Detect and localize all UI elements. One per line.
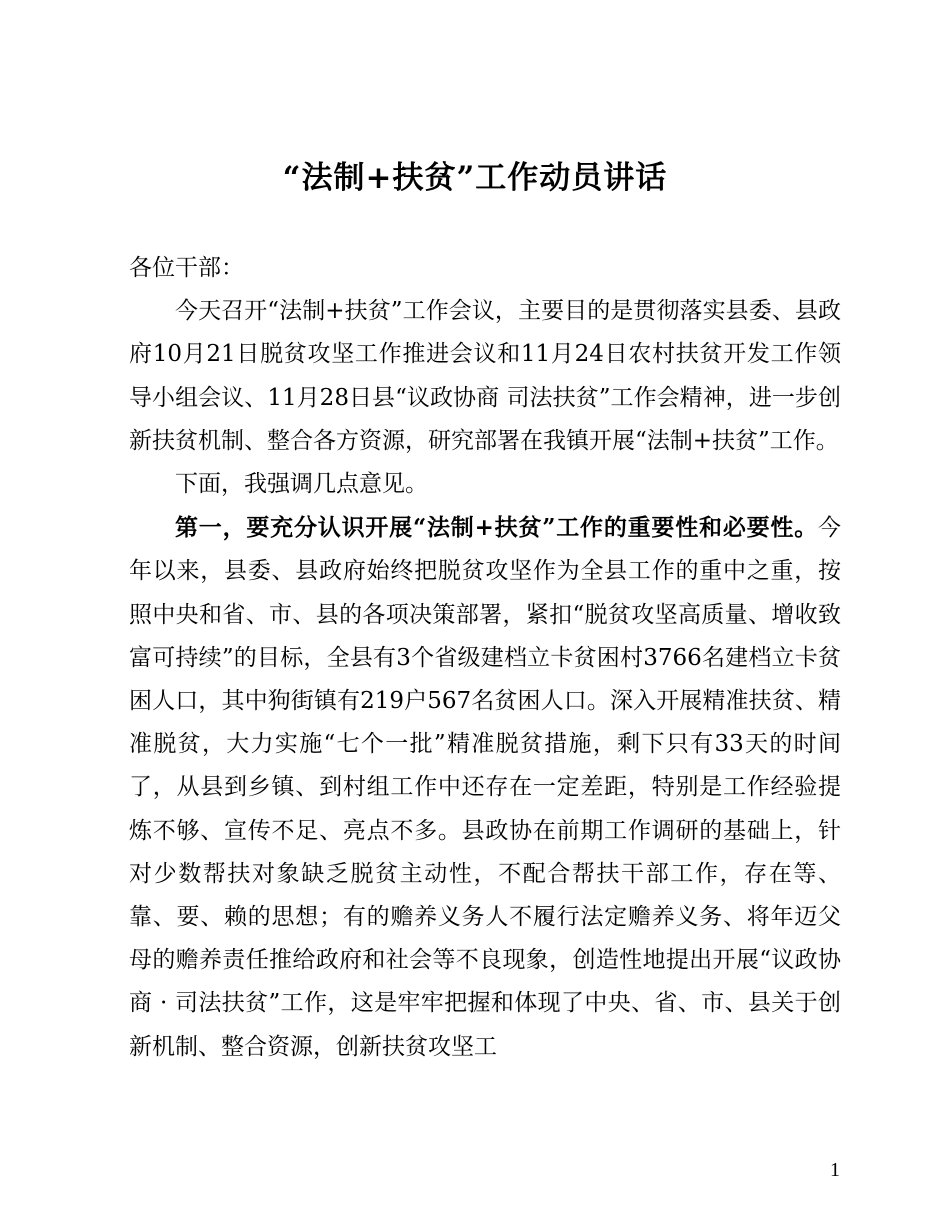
salutation: 各位干部： bbox=[129, 255, 244, 281]
paragraph-first-point bbox=[129, 506, 841, 1069]
document-title: “法制+扶贫”工作动员讲话 bbox=[282, 160, 668, 196]
first-point-heading: 第一，要充分认识开展“法制+扶贫”工作的重要性和必要性。 bbox=[175, 514, 818, 542]
document-body bbox=[129, 247, 841, 1069]
page-number: 1 bbox=[830, 1159, 840, 1181]
paragraph-meeting-purpose: 今天召开“法制+扶贫”工作会议，主要目的是贯彻落实县委、县政府10月21日脱贫攻坚工作推进会议和11月24日农村扶贫开发工作领导小组会议、11月28日县“议政协商 司法扶贫”工作会精神，进一步创新扶贫机制、整合各方资源，研究部署在我镇开展“法制+扶贫”工作。 bbox=[129, 298, 841, 454]
first-point-body: 今年以来，县委、县政府始终把脱贫攻坚作为全县工作的重中之重，按照中央和省、市、县的各项决策部署，紧扣“脱贫攻坚高质量、增收致富可持续”的目标，全县有3个省级建档立卡贫困村3766名建档立卡贫困人口，其中狗街镇有219户567名贫困人口。深入开展精准扶贫、精准脱贫，大力实施“七个一批”精准脱贫措施，剩下只有33天的时间了，从县到乡镇、到村组工作中还存在一定差距，特别是工作经验提炼不够、宣传不足、亮点不多。县政协在前期工作调研的基础上，针对少数帮扶对象缺乏脱贫主动性，不配合帮扶干部工作，存在等、靠、要、赖的思想；有的赡养义务人不履行法定赡养义务、将年迈父母的赡养责任推给政府和社会等不良现象，创造性地提出开展“议政协商 · 司法扶贫”工作，这是牢牢把握和体现了中央、省、市、县关于创新机制、整合资源，创新扶贫攻坚工 bbox=[129, 515, 841, 1060]
paragraph-intro-points: 下面，我强调几点意见。 bbox=[175, 471, 428, 498]
